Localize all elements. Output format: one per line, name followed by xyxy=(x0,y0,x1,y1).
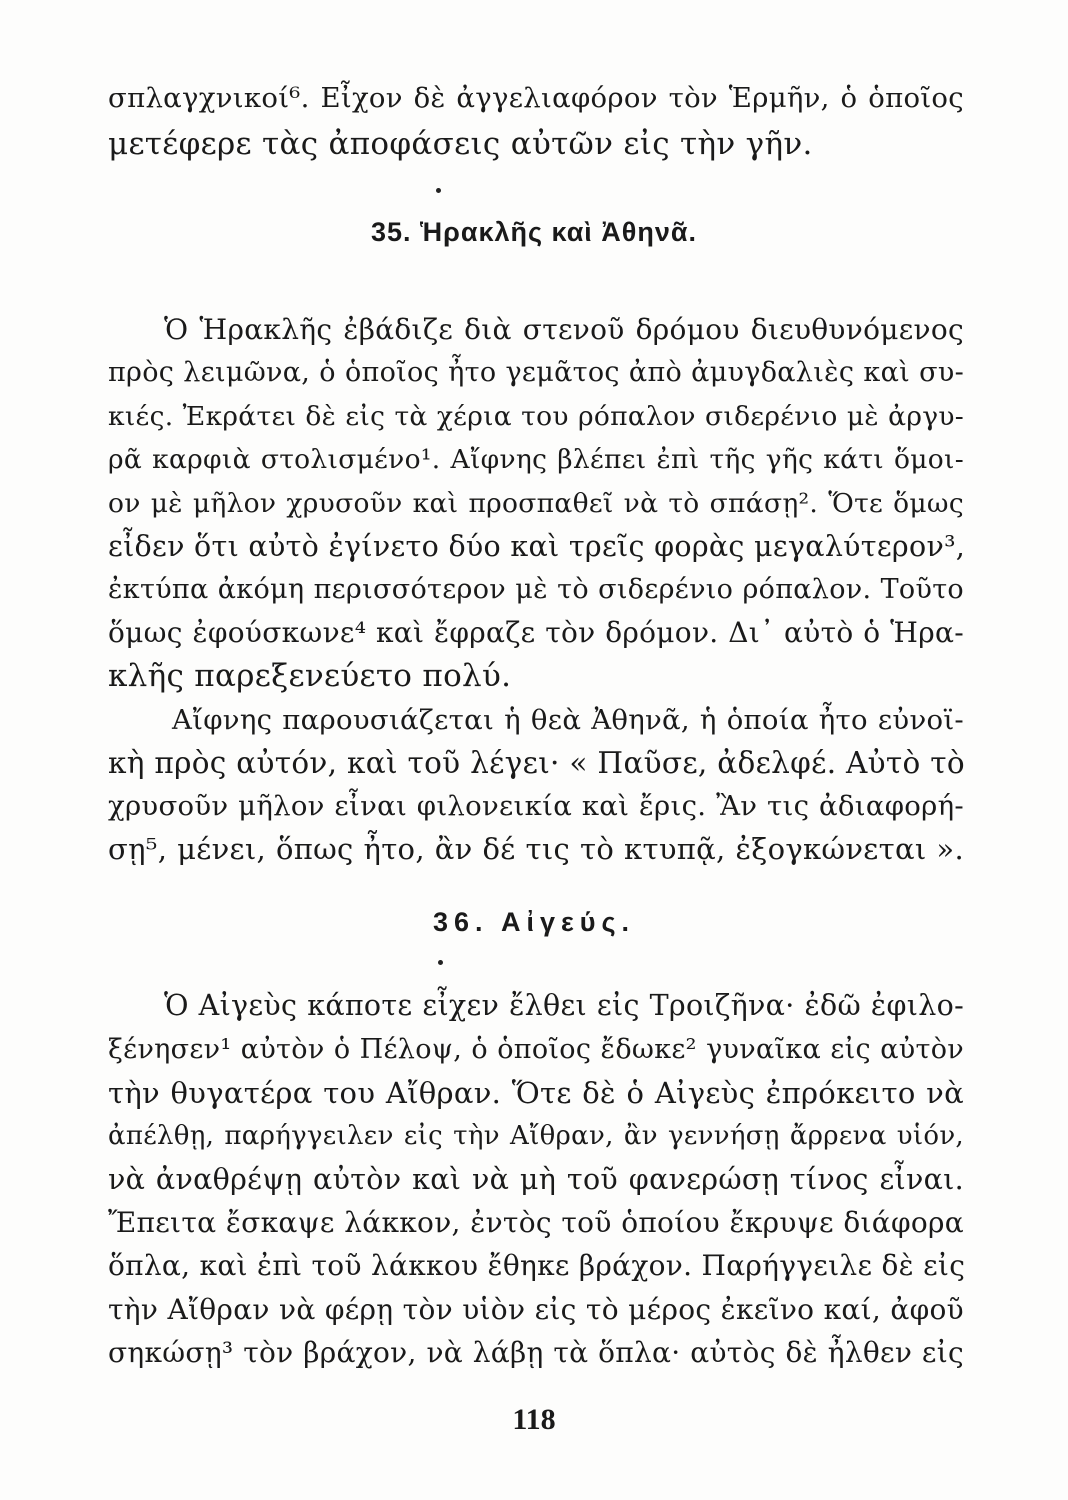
text-line: νὰ ἀναθρέψῃ αὐτὸν καὶ νὰ μὴ τοῦ φανερώσῃ τίνος εἶναι. xyxy=(108,1163,964,1196)
ink-speck xyxy=(438,960,443,965)
section-heading-35: 35. Ἡρακλῆς καὶ Ἀθηνᾶ. xyxy=(370,217,698,247)
section-heading-36: 36. Αἰγεύς. xyxy=(432,907,636,937)
text-line: ὅπλα, καὶ ἐπὶ τοῦ λάκκου ἔθηκε βράχον. Παρήγγειλε δὲ εἰς xyxy=(108,1249,966,1282)
text-line: ρᾶ καρφιὰ στολισμένο¹. Αἴφνης βλέπει ἐπὶ τῆς γῆς κάτι ὅμοι- xyxy=(108,444,964,475)
text-line: σῃ⁵, μένει, ὅπως ἦτο, ἂν δέ τις τὸ κτυπᾷ, ἐξογκώνεται ». xyxy=(108,832,964,866)
text-line: ξένησεν¹ αὐτὸν ὁ Πέλοψ, ὁ ὁποῖος ἔδωκε² γυναῖκα εἰς αὐτὸν xyxy=(108,1034,964,1065)
text-line: σπλαγχνικοί⁶. Εἶχον δὲ ἀγγελιαφόρον τὸν Ἑρμῆν, ὁ ὁποῖος xyxy=(108,82,964,114)
text-line: ὅμως ἐφούσκωνε⁴ καὶ ἔφραζε τὸν δρόμον. Δι᾽ αὐτὸ ὁ Ἡρα- xyxy=(108,616,964,649)
text-line: ἀπέλθῃ, παρήγγειλεν εἰς τὴν Αἴθραν, ἂν γεννήσῃ ἄρρενα υἱόν, xyxy=(108,1121,964,1151)
text-line: σηκώσῃ³ τὸν βράχον, νὰ λάβῃ τὰ ὅπλα· αὐτὸς δὲ ἦλθεν εἰς xyxy=(108,1336,964,1369)
text-line: Αἴφνης παρουσιάζεται ἡ θεὰ Ἀθηνᾶ, ἡ ὁποία ἦτο εὐνοϊ- xyxy=(172,704,964,736)
text-line: χρυσοῦν μῆλον εἶναι φιλονεικία καὶ ἔρις. Ἂν τις ἀδιαφορή- xyxy=(108,790,964,822)
text-line: τὴν Αἴθραν νὰ φέρῃ τὸν υἱὸν εἰς τὸ μέρος ἐκεῖνο καί, ἀφοῦ xyxy=(108,1293,964,1326)
page-number: 118 xyxy=(512,1403,556,1436)
text-line: Ἔπειτα ἔσκαψε λάκκον, ἐντὸς τοῦ ὁποίου ἔκρυψε διάφορα xyxy=(108,1206,964,1239)
text-line: τὴν θυγατέρα του Αἴθραν. Ὅτε δὲ ὁ Αἰγεὺς ἐπρόκειτο νὰ xyxy=(108,1076,964,1110)
text-line: ον μὲ μῆλον χρυσοῦν καὶ προσπαθεῖ νὰ τὸ σπάσῃ². Ὅτε ὅμως xyxy=(108,488,964,519)
text-line: κιές. Ἐκράτει δὲ εἰς τὰ χέρια του ρόπαλον σιδερένιο μὲ ἀργυ- xyxy=(108,401,964,432)
text-line: μετέφερε τὰς ἀποφάσεις αὐτῶν εἰς τὴν γῆν. xyxy=(108,126,813,162)
text-line: Ὁ Αἰγεὺς κάποτε εἶχεν ἔλθει εἰς Τροιζῆνα· ἐδῶ ἐφιλο- xyxy=(164,989,964,1022)
ink-speck xyxy=(436,188,441,193)
text-line: πρὸς λειμῶνα, ὁ ὁποῖος ἦτο γεμᾶτος ἀπὸ ἀμυγδαλιὲς καὶ συ- xyxy=(108,357,964,388)
text-line: κλῆς παρεξενεύετο πολύ. xyxy=(108,658,512,694)
text-line: Ὁ Ἡρακλῆς ἐβάδιζε διὰ στενοῦ δρόμου διευθυνόμενος xyxy=(164,313,964,346)
text-line: κὴ πρὸς αὐτόν, καὶ τοῦ λέγει· « Παῦσε, ἀδελφέ. Αὐτὸ τὸ xyxy=(108,746,965,780)
text-line: ἐκτύπα ἀκόμη περισσότερον μὲ τὸ σιδερένιο ρόπαλον. Τοῦτο xyxy=(108,574,964,605)
text-line: εἶδεν ὅτι αὐτὸ ἐγίνετο δύο καὶ τρεῖς φορὰς μεγαλύτερον³, xyxy=(108,530,966,563)
